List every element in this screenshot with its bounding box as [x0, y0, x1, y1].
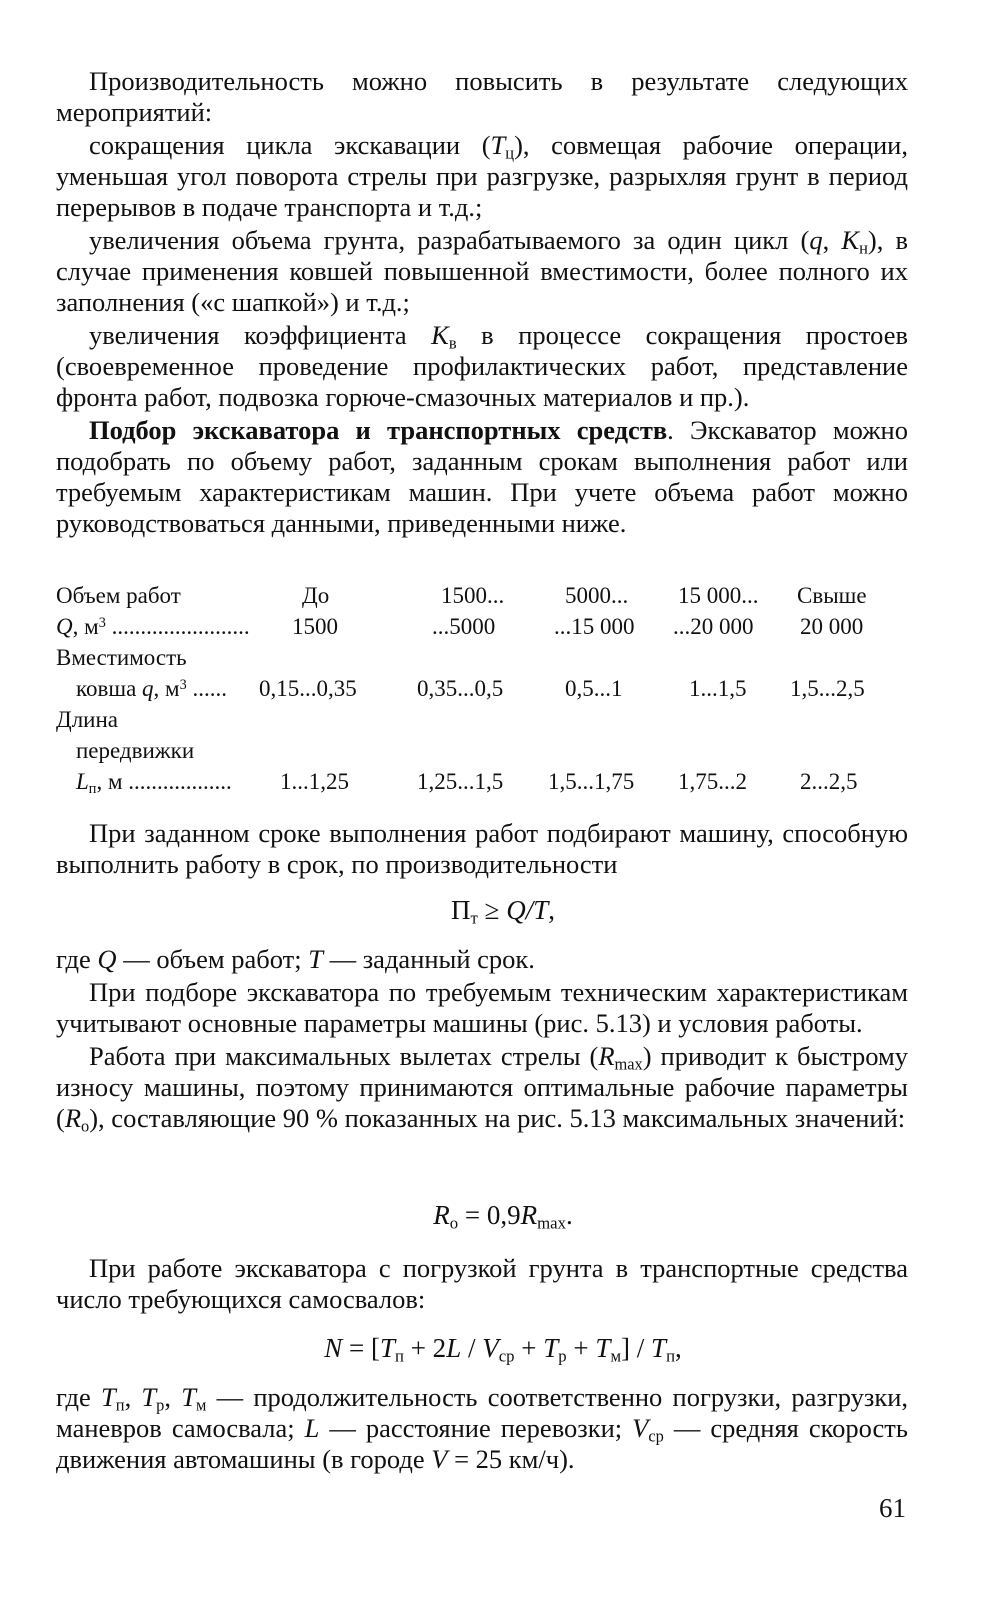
table-row: передвижки — [76, 738, 195, 763]
paragraph: увеличения коэффициента $K_в$ в процессе сокращения простоев (своевременное проведение профилактических работ, представление фронта работ, подвозка горюче-смазочных материалов и пр.). — [56, 320, 908, 412]
paragraph: Подбор экскаватора и транспортных средств. Экскаватор можно подобрать по объему работ, заданным срокам выполнения работ или требуемым характеристикам машин. При учете объема работ можно руководствоваться данными, приведенными ниже. — [56, 415, 908, 538]
page-number: 61 — [879, 1493, 906, 1523]
formula-productivity: $П_т \ge Q/T$, — [451, 895, 555, 928]
formula-trucks: $N = [T_п + 2L / V_{ср} + T_р + T_м] / T_п$, — [324, 1333, 682, 1366]
paragraph: сокращения цикла экскавации $(T_ц)$, совмещая рабочие операции, уменьшая угол поворота стрелы при разгрузке, разрыхляя грунт в период перерывов в подаче транспорта и т.д.; — [56, 130, 908, 222]
paragraph: При заданном сроке выполнения работ подбирают машину, способную выполнить работу в срок, по производительности — [56, 818, 908, 879]
paragraph: увеличения объема грунта, разрабатываемого за один цикл (q, $K_н$), в случае применения ковшей повышенной вместимости, более полного их заполнения («с шапкой») и т.д.; — [56, 225, 909, 317]
section-heading: Подбор экскаватора и транспортных средств — [89, 415, 668, 445]
selection-table — [56, 580, 908, 797]
paragraph: Работа при максимальных вылетах стрелы $(R_{max})$ приводит к быстрому износу машины, поэтому принимаются оптимальные рабочие параметры $(R_o)$, составляющие 90 % показанных на рис. 5.13 максимальных значений: — [56, 1041, 908, 1136]
paragraph: При подборе экскаватора по требуемым техническим характеристикам учитывают основные параметры машины (рис. 5.13) и условия работы. — [56, 977, 908, 1038]
table-row: Длина — [56, 707, 118, 732]
table-row: $L_п$, м .................. 1...1,25 1,25...1,5 1,5...1,75 1,75...2 2...2,5 — [76, 769, 858, 797]
bottom-text — [56, 1253, 908, 1317]
paragraph: Производительность можно повысить в результате следующих мероприятий: — [56, 66, 908, 127]
table-row: Q, $м^3$ ........................ 1500 ...5000 ...15 000 ...20 000 20 000 — [56, 614, 864, 639]
table-row: Вместимость — [56, 645, 187, 670]
table-row: ковша q, $м^3$ ...... 0,15...0,35 0,35...0,5 0,5...1 1...1,5 1,5...2,5 — [76, 676, 865, 701]
middle-text-2 — [56, 944, 908, 1136]
paragraph: где Q — объем работ; T — заданный срок. — [56, 944, 535, 974]
paragraph: где $T_п$, $T_р$, $T_м$ — продолжительность соответственно погрузки, разгрузки, маневров самосвала; L — расстояние перевозки; $V_{ср}$ — средняя скорость движения автомашины (в городе V = 25 км/ч). — [56, 1382, 908, 1474]
bottom-text-2 — [56, 1382, 908, 1477]
paragraph: При работе экскаватора с погрузкой грунта в транспортные средства число требующихся самосвалов: — [56, 1253, 908, 1314]
middle-text — [56, 818, 908, 882]
intro-text — [56, 66, 908, 541]
formula-optimal-reach: $R_o = 0,9R_{max}$. — [433, 1200, 573, 1233]
table-row: Объем работ До 1500... 5000... 15 000... Свыше — [56, 583, 867, 608]
